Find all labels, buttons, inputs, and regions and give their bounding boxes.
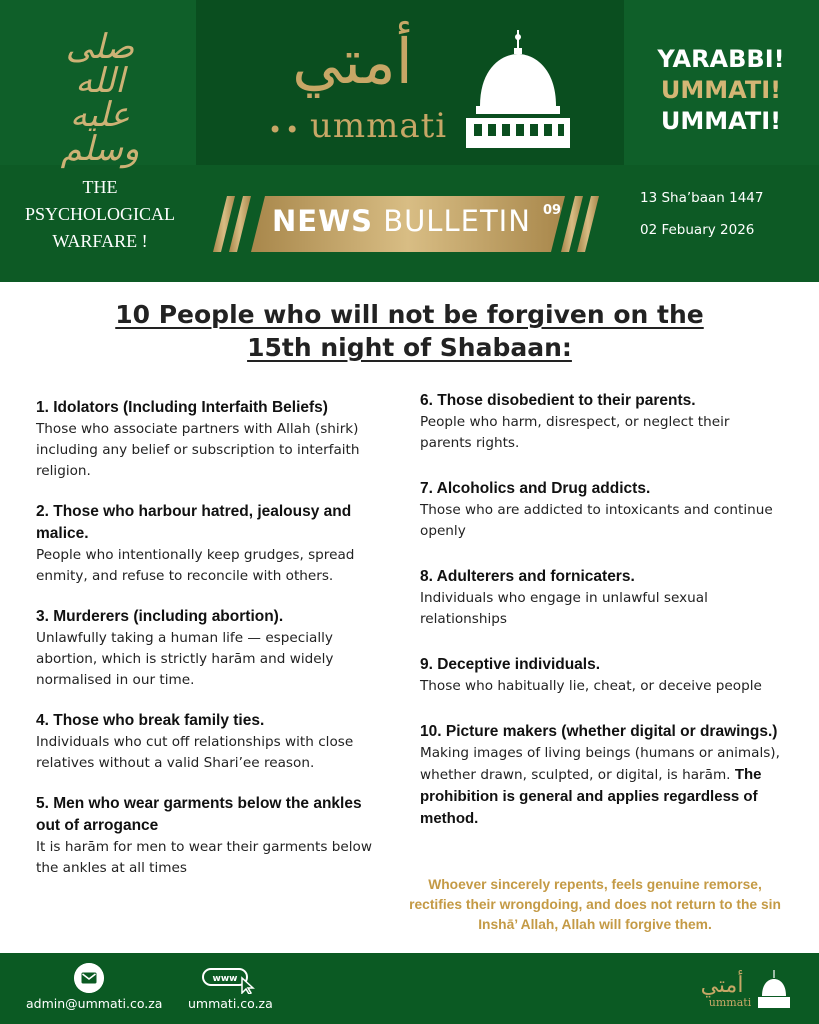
item-description-text: Making images of living beings (humans or animals), whether drawn, sculpted, or digital, is harām.: [420, 745, 780, 783]
issue-number: 09: [543, 203, 562, 218]
logo-latin-text: ummati: [310, 106, 448, 146]
www-cursor-icon[interactable]: [202, 966, 258, 994]
list-item: [36, 397, 386, 482]
list-item: [420, 654, 785, 697]
page-title-line-2: 15th night of Shabaan:: [247, 333, 572, 362]
item-title: 9. Deceptive individuals.: [420, 656, 601, 673]
bulletin-title-thin: BULLETIN: [383, 204, 531, 238]
item-description: Individuals who cut off relationships with close relatives without a valid Shari’ee reason.: [36, 734, 354, 771]
topic-heading: THE PSYCHOLOGICAL WARFARE !: [24, 177, 175, 251]
page-title: [40, 298, 779, 364]
item-title: 3. Murderers (including abortion).: [36, 608, 284, 625]
item-description: Those who habitually lie, cheat, or deceive people: [420, 678, 762, 694]
email-link[interactable]: admin@ummati.co.za: [26, 996, 163, 1011]
arabic-calligraphy-icon: صلى الله عليه وسلم: [60, 27, 140, 169]
footer-logo-latin: ummati: [708, 996, 752, 1009]
item-title: 4. Those who break family ties.: [36, 712, 265, 729]
item-description: Those who associate partners with Allah (shirk) including any belief or subscription to interfaith religion.: [36, 421, 360, 479]
email-icon[interactable]: [74, 963, 104, 993]
list-item: [420, 478, 785, 542]
item-title: 2. Those who harbour hatred, jealousy and malice.: [36, 503, 352, 542]
list-item: [36, 710, 386, 774]
item-title: 8. Adulterers and fornicaters.: [420, 568, 635, 585]
www-label: www: [212, 974, 238, 984]
left-column: [36, 397, 386, 898]
list-item: [420, 390, 785, 454]
gregorian-date: 02 Febuary 2026: [640, 222, 755, 238]
right-column: [420, 390, 785, 849]
list-item: [36, 793, 386, 879]
item-title: 5. Men who wear garments below the ankles out of arrogance: [36, 795, 362, 834]
item-description: It is harām for men to wear their garments below the ankles at all times: [36, 839, 372, 876]
hijri-date: 13 Sha’baan 1447: [640, 190, 764, 206]
item-description: Those who are addicted to intoxicants and continue openly: [420, 502, 773, 539]
website-link[interactable]: ummati.co.za: [188, 996, 273, 1011]
item-title: 7. Alcoholics and Drug addicts.: [420, 480, 651, 497]
item-title: 6. Those disobedient to their parents.: [420, 392, 696, 409]
slogan-line-1: YARABBI!: [657, 45, 785, 73]
item-description: People who intentionally keep grudges, spread enmity, and refuse to reconcile with others.: [36, 547, 355, 584]
list-item: [36, 501, 386, 587]
item-description: Unlawfully taking a human life — especially abortion, which is strictly harām and widely normalised in our time.: [36, 630, 334, 688]
page-title-line-1: 10 People who will not be forgiven on the: [115, 300, 704, 329]
list-item: [420, 721, 785, 830]
item-description: People who harm, disrespect, or neglect their parents rights.: [420, 414, 730, 451]
bulletin-title-bold: NEWS: [272, 204, 373, 238]
item-description-emphasis: The prohibition is general and applies regardless of method.: [420, 766, 762, 827]
list-item: [420, 566, 785, 630]
closing-note: Whoever sincerely repents, feels genuine remorse, rectifies their wrongdoing, and does not return to the sin Inshā’ Allah, Allah will forgive them.: [409, 877, 781, 932]
logo-dots: ••: [268, 116, 303, 144]
logo-arabic-text: أمتي: [292, 25, 413, 98]
item-title: 1. Idolators (Including Interfaith Beliefs): [36, 399, 328, 416]
item-title: 10. Picture makers (whether digital or drawings.): [420, 723, 778, 740]
dome-icon: [462, 28, 574, 150]
item-description: Individuals who engage in unlawful sexual relationships: [420, 590, 708, 627]
slogan-line-2: UMMATI!: [660, 76, 782, 104]
footer-logo: [692, 966, 792, 1010]
slogan-line-3: UMMATI!: [660, 107, 782, 135]
bulletin-title: [272, 204, 531, 238]
footer-logo-arabic: أمتي: [700, 973, 744, 998]
item-description: [420, 743, 785, 830]
list-item: [36, 606, 386, 691]
slogan: [636, 44, 806, 137]
